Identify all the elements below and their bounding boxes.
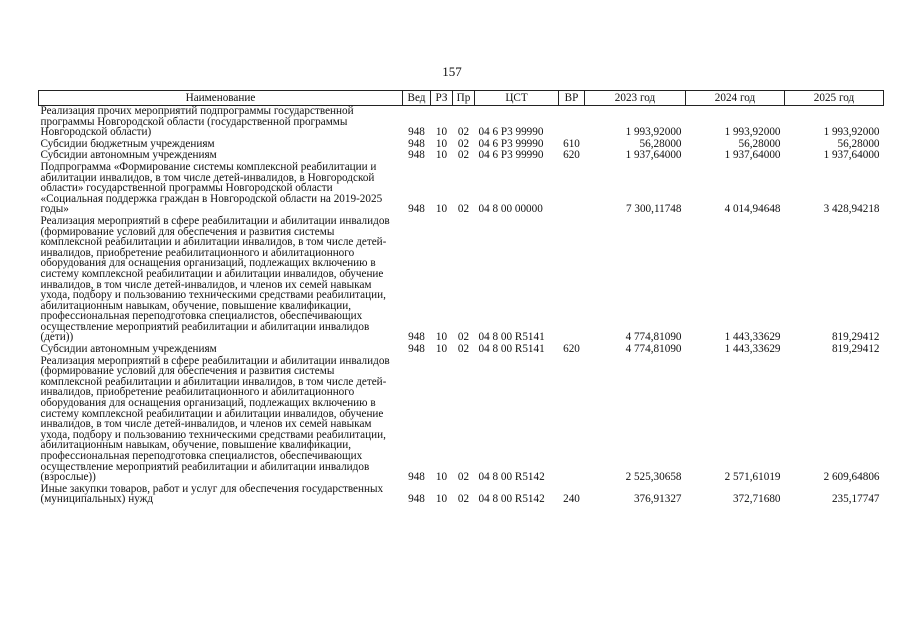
header-pr: Пр bbox=[453, 91, 475, 106]
header-vr: ВР bbox=[559, 91, 585, 106]
row-cst: 04 8 00 R5142 bbox=[478, 471, 545, 484]
row-ved: 948 bbox=[408, 149, 425, 162]
row-2025: 1 937,64000 bbox=[823, 149, 880, 162]
row-name: Реализация мероприятий в сфере реабилитации и абилитации инвалидов (формирование условий для обеспечения и развития системы комплексной реабилитации и абилитации инвалидов, в том числе детей-инвалидов, приобретение реабилитационного и абилитационного оборудования для оснащения организаций, подлежащих включению в систему комплексной реабилитации и абилитации инвалидов, обучение инвалидов, в том числе детей-инвалидов, и членов их семей навыкам ухода, подбору и пользованию техническими средствами реабилитации, абилитационным навыкам, обучение, повышение квалификации, профессиональная переподготовка специалистов, обеспечивающих осуществление мероприятий реабилитации и абилитации инвалидов (дети)) bbox=[40, 214, 390, 344]
row-cst: 04 6 Р3 99990 bbox=[478, 137, 544, 150]
row-name: Реализация прочих мероприятий подпрограммы государственной программы Новгородской области (государственной программы Новгородской области) bbox=[40, 105, 354, 139]
table-row bbox=[39, 216, 884, 344]
row-2024: 1 937,64000 bbox=[724, 149, 781, 162]
row-2023: 2 525,30658 bbox=[625, 471, 682, 484]
row-2023: 1 937,64000 bbox=[625, 149, 682, 162]
header-2023: 2023 год bbox=[585, 91, 686, 106]
table-row bbox=[39, 106, 884, 139]
header-cst: ЦСТ bbox=[475, 91, 559, 106]
row-2025: 3 428,94218 bbox=[823, 203, 880, 216]
page-number: 157 bbox=[442, 64, 462, 79]
row-2025: 2 609,64806 bbox=[823, 471, 880, 484]
row-vr: 240 bbox=[563, 493, 580, 506]
row-ved: 948 bbox=[408, 343, 425, 356]
header-rz: РЗ bbox=[431, 91, 453, 106]
row-2023: 56,28000 bbox=[639, 137, 682, 150]
row-2023: 1 993,92000 bbox=[625, 126, 682, 139]
row-name: Подпрограмма «Формирование системы комплексной реабилитации и абилитации инвалидов, в том числе детей-инвалидов, в Новгородской области» государственной программы Новгородской области «Социальная поддержка граждан в Новгородской области на 2019-2025 годы» bbox=[40, 160, 383, 216]
row-2023: 4 774,81090 bbox=[625, 343, 682, 356]
row-2024: 1 443,33629 bbox=[724, 331, 781, 344]
header-ved: Вед bbox=[403, 91, 431, 106]
table-row bbox=[39, 162, 884, 216]
row-2024: 1 993,92000 bbox=[724, 126, 781, 139]
row-2024: 4 014,94648 bbox=[724, 203, 781, 216]
row-name: Субсидии бюджетным учреждениям bbox=[40, 137, 215, 150]
row-rz: 10 bbox=[435, 331, 448, 344]
row-pr: 02 bbox=[457, 331, 470, 344]
row-rz: 10 bbox=[435, 471, 448, 484]
row-rz: 10 bbox=[435, 149, 448, 162]
row-pr: 02 bbox=[457, 493, 470, 506]
row-2024: 372,71680 bbox=[732, 493, 781, 506]
row-ved: 948 bbox=[408, 203, 425, 216]
row-2024: 2 571,61019 bbox=[724, 471, 781, 484]
row-cst: 04 8 00 R5142 bbox=[478, 493, 545, 506]
row-cst: 04 8 00 R5141 bbox=[478, 331, 545, 344]
header-2024: 2024 год bbox=[686, 91, 785, 106]
row-ved: 948 bbox=[408, 471, 425, 484]
row-2025: 56,28000 bbox=[837, 137, 880, 150]
row-cst: 04 8 00 00000 bbox=[478, 203, 543, 216]
row-2025: 235,17747 bbox=[831, 493, 880, 506]
row-2023: 4 774,81090 bbox=[625, 331, 682, 344]
row-vr: 620 bbox=[563, 149, 580, 162]
header-2025: 2025 год bbox=[785, 91, 884, 106]
row-pr: 02 bbox=[457, 126, 470, 139]
row-vr bbox=[559, 162, 585, 216]
row-ved: 948 bbox=[408, 137, 425, 150]
header-name: Наименование bbox=[39, 91, 403, 106]
row-rz: 10 bbox=[435, 137, 448, 150]
row-cst: 04 6 Р3 99990 bbox=[478, 126, 544, 139]
row-pr: 02 bbox=[457, 343, 470, 356]
row-2024: 1 443,33629 bbox=[724, 343, 781, 356]
row-vr: 620 bbox=[563, 343, 580, 356]
row-pr: 02 bbox=[457, 203, 470, 216]
row-cst: 04 8 00 R5141 bbox=[478, 343, 545, 356]
row-2023: 7 300,11748 bbox=[625, 203, 682, 216]
row-vr bbox=[559, 356, 585, 484]
row-2025: 1 993,92000 bbox=[823, 126, 880, 139]
row-rz: 10 bbox=[435, 343, 448, 356]
row-name: Реализация мероприятий в сфере реабилитации и абилитации инвалидов (формирование условий для обеспечения и развития системы комплексной реабилитации и абилитации инвалидов, в том числе детей-инвалидов, приобретение реабилитационного и абилитационного оборудования для оснащения организаций, подлежащих включению в систему комплексной реабилитации и абилитации инвалидов, обучение инвалидов, в том числе детей-инвалидов, и членов их семей навыкам ухода, подбору и пользованию техническими средствами реабилитации, абилитационным навыкам, обучение, повышение квалификации, профессиональная переподготовка специалистов, обеспечивающих осуществление мероприятий реабилитации и абилитации инвалидов (взрослые)) bbox=[40, 354, 390, 484]
row-pr: 02 bbox=[457, 149, 470, 162]
row-rz: 10 bbox=[435, 493, 448, 506]
row-2025: 819,29412 bbox=[831, 331, 880, 344]
table-row bbox=[39, 344, 884, 356]
row-2024: 56,28000 bbox=[738, 137, 781, 150]
row-vr: 610 bbox=[563, 137, 580, 150]
budget-table bbox=[38, 90, 884, 506]
table-header-row bbox=[39, 91, 884, 106]
row-ved: 948 bbox=[408, 126, 425, 139]
table-row bbox=[39, 484, 884, 506]
row-name: Субсидии автономным учреждениям bbox=[40, 343, 217, 356]
row-2023: 376,91327 bbox=[633, 493, 682, 506]
row-name: Иные закупки товаров, работ и услуг для обеспечения государственных (муниципальных) нужд bbox=[40, 482, 384, 506]
row-vr bbox=[559, 216, 585, 344]
row-2025: 819,29412 bbox=[831, 343, 880, 356]
row-name: Субсидии автономным учреждениям bbox=[40, 149, 217, 162]
row-ved: 948 bbox=[408, 493, 425, 506]
row-cst: 04 6 Р3 99990 bbox=[478, 149, 544, 162]
row-pr: 02 bbox=[457, 137, 470, 150]
row-pr: 02 bbox=[457, 471, 470, 484]
row-rz: 10 bbox=[435, 126, 448, 139]
row-vr bbox=[559, 106, 585, 139]
row-ved: 948 bbox=[408, 331, 425, 344]
table-row bbox=[39, 356, 884, 484]
row-rz: 10 bbox=[435, 203, 448, 216]
